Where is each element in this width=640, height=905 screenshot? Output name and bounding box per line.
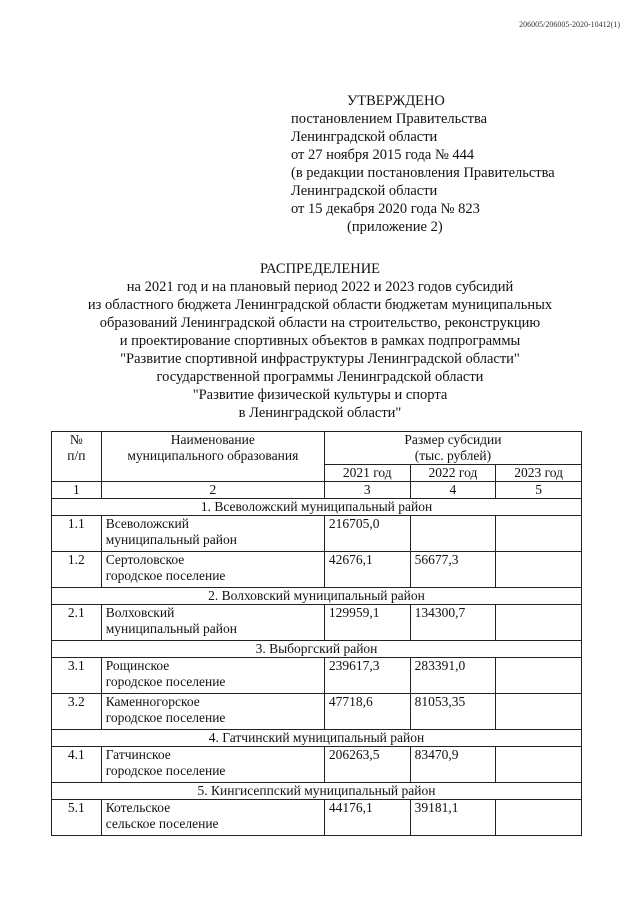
subsidy-2023 xyxy=(496,747,582,783)
table-row xyxy=(52,747,582,783)
municipality-name-line: сельское поселение xyxy=(105,816,219,831)
column-number: 4 xyxy=(410,482,496,499)
section-title: 5. Кингисеппский муниципальный район xyxy=(52,783,582,800)
section-title: 3. Выборгский район xyxy=(52,641,582,658)
title-line: на 2021 год и на плановый период 2022 и 2023 годов субсидий xyxy=(126,279,514,295)
subsidy-2023 xyxy=(496,694,582,730)
document-id: 206005/206005-2020-10412(1) xyxy=(519,20,620,29)
approval-line: Ленинградской области xyxy=(291,183,438,199)
subsidy-2021: 42676,1 xyxy=(324,552,410,588)
header-municipality: Наименование муниципального образования xyxy=(101,432,324,482)
approval-line: постановлением Правительства xyxy=(291,111,488,127)
municipality-name-line: Волховский xyxy=(105,605,175,620)
subsidy-2023 xyxy=(496,516,582,552)
municipality-name-line: муниципальный район xyxy=(105,532,237,547)
municipality-name xyxy=(101,516,324,552)
approval-block xyxy=(291,92,591,236)
section-row xyxy=(52,499,582,516)
section-row xyxy=(52,641,582,658)
row-number: 5.1 xyxy=(52,800,102,836)
municipality-name xyxy=(101,605,324,641)
municipality-name-line: городское поселение xyxy=(105,568,226,583)
subsidy-2022: 83470,9 xyxy=(410,747,496,783)
title-line: в Ленинградской области" xyxy=(238,405,402,421)
table-row xyxy=(52,658,582,694)
subsidy-2021: 216705,0 xyxy=(324,516,410,552)
section-row xyxy=(52,730,582,747)
title-line: из областного бюджета Ленинградской области бюджетам муниципальных xyxy=(87,297,553,313)
municipality-name-line: Всеволожский xyxy=(105,516,189,531)
municipality-name xyxy=(101,694,324,730)
header-number: № п/п xyxy=(52,432,102,482)
municipality-name xyxy=(101,658,324,694)
municipality-name-line: муниципальный район xyxy=(105,621,237,636)
section-row xyxy=(52,588,582,605)
title-line: "Развитие спортивной инфраструктуры Ленинградской области" xyxy=(120,351,520,367)
column-number: 5 xyxy=(496,482,582,499)
row-number: 1.2 xyxy=(52,552,102,588)
municipality-name-line: городское поселение xyxy=(105,674,226,689)
subsidy-2021: 239617,3 xyxy=(324,658,410,694)
document-title: РАСПРЕДЕЛЕНИЕ xyxy=(259,261,381,277)
subsidy-2021: 44176,1 xyxy=(324,800,410,836)
row-number: 3.1 xyxy=(52,658,102,694)
table-row xyxy=(52,800,582,836)
header-year-2022: 2022 год xyxy=(410,465,496,482)
document-title-block xyxy=(50,260,590,422)
subsidy-2022: 283391,0 xyxy=(410,658,496,694)
subsidy-2021: 206263,5 xyxy=(324,747,410,783)
subsidy-2021: 47718,6 xyxy=(324,694,410,730)
table-row xyxy=(52,605,582,641)
subsidy-2022: 39181,1 xyxy=(410,800,496,836)
column-number: 3 xyxy=(324,482,410,499)
title-line: образований Ленинградской области на строительство, реконструкцию xyxy=(99,315,541,331)
municipality-name xyxy=(101,552,324,588)
table-row xyxy=(52,552,582,588)
section-title: 2. Волховский муниципальный район xyxy=(52,588,582,605)
title-line: "Развитие физической культуры и спорта xyxy=(192,387,448,403)
municipality-name-line: Каменногорское xyxy=(105,694,200,709)
subsidy-table xyxy=(51,431,582,836)
title-line: государственной программы Ленинградской области xyxy=(156,369,484,385)
header-year-2021: 2021 год xyxy=(324,465,410,482)
row-number: 4.1 xyxy=(52,747,102,783)
section-title: 4. Гатчинский муниципальный район xyxy=(52,730,582,747)
municipality-name-line: Сертоловское xyxy=(105,552,185,567)
municipality-name-line: Гатчинское xyxy=(105,747,171,762)
municipality-name-line: Рощинское xyxy=(105,658,170,673)
approval-line: (в редакции постановления Правительства xyxy=(291,165,555,181)
subsidy-2023 xyxy=(496,605,582,641)
subsidy-2022 xyxy=(410,516,496,552)
approval-annex: (приложение 2) xyxy=(347,219,443,235)
approval-line: от 15 декабря 2020 года № 823 xyxy=(291,201,480,217)
subsidy-2023 xyxy=(496,800,582,836)
header-year-2023: 2023 год xyxy=(496,465,582,482)
municipality-name xyxy=(101,747,324,783)
title-line: и проектирование спортивных объектов в рамках подпрограммы xyxy=(119,333,521,349)
subsidy-2022: 81053,35 xyxy=(410,694,496,730)
section-title: 1. Всеволожский муниципальный район xyxy=(52,499,582,516)
municipality-name-line: Котельское xyxy=(105,800,171,815)
column-numbers-row xyxy=(52,482,582,499)
subsidy-2023 xyxy=(496,552,582,588)
approval-line: Ленинградской области xyxy=(291,129,438,145)
header-subsidy: Размер субсидии (тыс. рублей) xyxy=(324,432,581,465)
column-number: 2 xyxy=(101,482,324,499)
subsidy-2023 xyxy=(496,658,582,694)
section-row xyxy=(52,783,582,800)
table-row xyxy=(52,694,582,730)
municipality-name-line: городское поселение xyxy=(105,763,226,778)
table-row xyxy=(52,516,582,552)
municipality-name-line: городское поселение xyxy=(105,710,226,725)
subsidy-2021: 129959,1 xyxy=(324,605,410,641)
column-number: 1 xyxy=(52,482,102,499)
approval-heading: УТВЕРЖДЕНО xyxy=(347,93,445,109)
subsidy-2022: 134300,7 xyxy=(410,605,496,641)
row-number: 3.2 xyxy=(52,694,102,730)
municipality-name xyxy=(101,800,324,836)
row-number: 2.1 xyxy=(52,605,102,641)
approval-line: от 27 ноября 2015 года № 444 xyxy=(291,147,475,163)
subsidy-2022: 56677,3 xyxy=(410,552,496,588)
row-number: 1.1 xyxy=(52,516,102,552)
